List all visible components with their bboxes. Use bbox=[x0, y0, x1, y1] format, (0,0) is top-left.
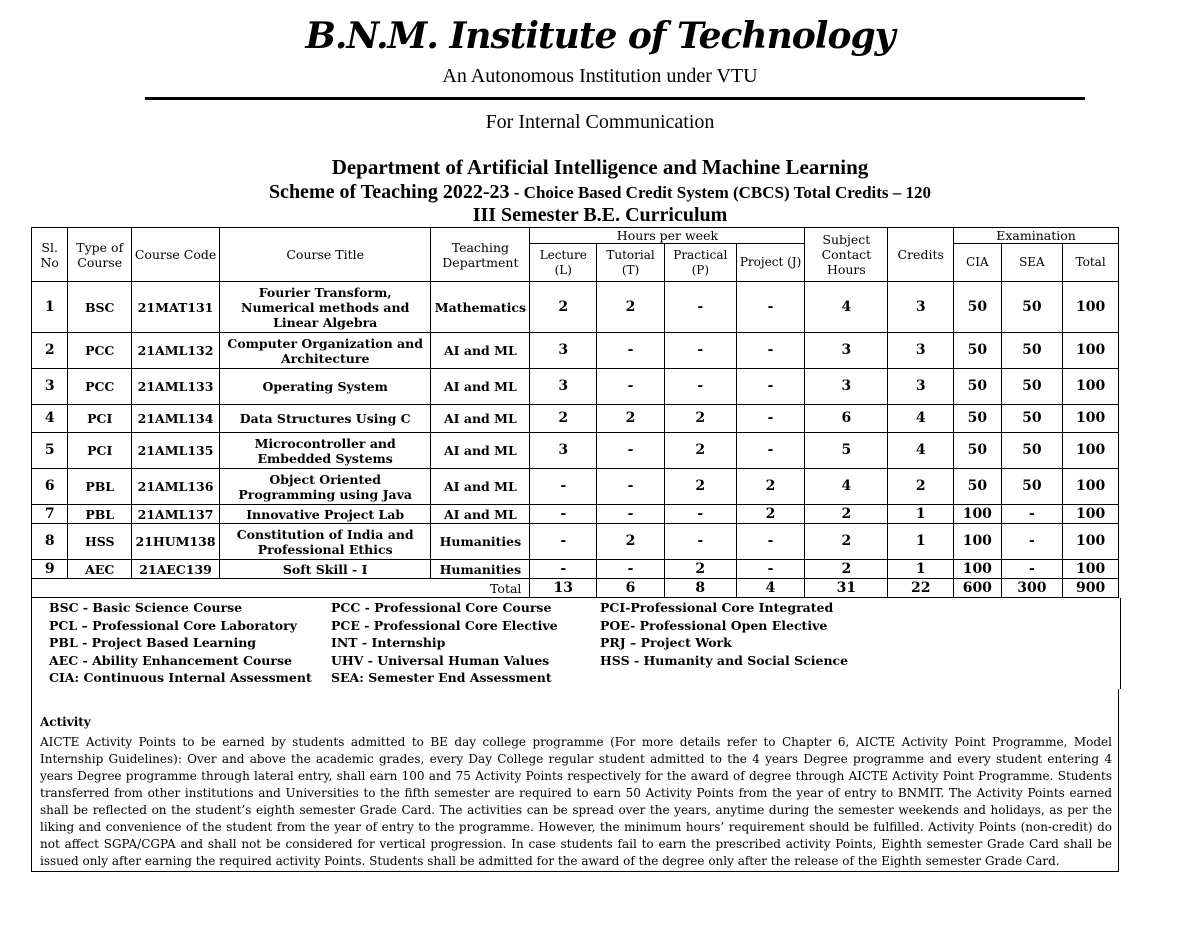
table-row bbox=[32, 333, 1119, 369]
header-tutorial: Tutorial (T) bbox=[597, 244, 665, 282]
cell-sl: 8 bbox=[32, 524, 68, 560]
total-credits: 22 bbox=[888, 579, 954, 598]
cell-title: Innovative Project Lab bbox=[220, 505, 431, 524]
cell-credits: 3 bbox=[888, 282, 954, 333]
cell-dept: AI and ML bbox=[431, 433, 530, 469]
cell-sea: - bbox=[1001, 505, 1063, 524]
total-total: 900 bbox=[1063, 579, 1119, 598]
cell-tutorial: - bbox=[597, 433, 665, 469]
cell-sea: 50 bbox=[1001, 282, 1063, 333]
cell-credits: 1 bbox=[888, 505, 954, 524]
cell-type: PCI bbox=[68, 405, 132, 433]
header-credits: Credits bbox=[888, 228, 954, 282]
scheme-title bbox=[0, 180, 1200, 205]
cell-cia: 100 bbox=[954, 524, 1002, 560]
cell-sea: - bbox=[1001, 560, 1063, 579]
cell-practical: 2 bbox=[664, 469, 736, 505]
cell-sea: 50 bbox=[1001, 369, 1063, 405]
cell-project: - bbox=[736, 405, 805, 433]
cell-type: HSS bbox=[68, 524, 132, 560]
cell-tutorial: - bbox=[597, 469, 665, 505]
cell-dept: AI and ML bbox=[431, 369, 530, 405]
table-row bbox=[32, 560, 1119, 579]
cell-credits: 1 bbox=[888, 560, 954, 579]
cell-dept: AI and ML bbox=[431, 505, 530, 524]
cell-tutorial: 2 bbox=[597, 405, 665, 433]
curriculum-table bbox=[31, 227, 1119, 598]
abbreviation-item: PCI-Professional Core Integrated bbox=[600, 600, 834, 615]
cell-sl: 3 bbox=[32, 369, 68, 405]
scheme-main: Scheme of Teaching 2022-23 bbox=[268, 181, 510, 203]
abbreviation-item: AEC - Ability Enhancement Course bbox=[49, 652, 292, 668]
cell-dept: AI and ML bbox=[431, 405, 530, 433]
cell-credits: 3 bbox=[888, 369, 954, 405]
abbreviation-item: BSC - Basic Science Course bbox=[49, 600, 243, 615]
cell-code: 21AML137 bbox=[132, 505, 220, 524]
cell-lecture: 2 bbox=[530, 282, 597, 333]
cell-lecture: - bbox=[530, 505, 597, 524]
activity-title: Activity bbox=[40, 715, 91, 729]
cell-total: 100 bbox=[1063, 560, 1119, 579]
cell-title: Fourier Transform, Numerical methods and Linear Algebra bbox=[220, 282, 431, 333]
cell-tutorial: - bbox=[597, 369, 665, 405]
cell-lecture: - bbox=[530, 524, 597, 560]
cell-practical: - bbox=[664, 333, 736, 369]
cell-sea: - bbox=[1001, 524, 1063, 560]
cell-credits: 4 bbox=[888, 433, 954, 469]
cell-project: - bbox=[736, 433, 805, 469]
cell-project: 2 bbox=[736, 469, 805, 505]
cell-sea: 50 bbox=[1001, 333, 1063, 369]
cell-cia: 50 bbox=[954, 369, 1002, 405]
cell-total: 100 bbox=[1063, 333, 1119, 369]
abbreviations-col-2 bbox=[331, 599, 558, 687]
cell-total: 100 bbox=[1063, 505, 1119, 524]
cell-type: PCI bbox=[68, 433, 132, 469]
header-cia: CIA bbox=[954, 244, 1002, 282]
abbreviation-item: POE- Professional Open Elective bbox=[600, 617, 828, 633]
cell-type: PCC bbox=[68, 369, 132, 405]
cell-type: PBL bbox=[68, 505, 132, 524]
cell-contact: 2 bbox=[805, 524, 888, 560]
cell-type: AEC bbox=[68, 560, 132, 579]
cell-type: PCC bbox=[68, 333, 132, 369]
cell-type: BSC bbox=[68, 282, 132, 333]
header-hours: Hours per week bbox=[530, 228, 805, 244]
table-row bbox=[32, 524, 1119, 560]
abbreviation-item: PCC - Professional Core Course bbox=[331, 600, 552, 615]
header-sl-no: Sl. No bbox=[32, 228, 68, 282]
cell-credits: 4 bbox=[888, 405, 954, 433]
total-cia: 600 bbox=[954, 579, 1002, 598]
cell-project: 2 bbox=[736, 505, 805, 524]
abbreviation-item: HSS - Humanity and Social Science bbox=[600, 652, 849, 668]
cell-code: 21AML135 bbox=[132, 433, 220, 469]
cell-sl: 9 bbox=[32, 560, 68, 579]
cell-practical: - bbox=[664, 524, 736, 560]
cell-sl: 6 bbox=[32, 469, 68, 505]
cell-sl: 7 bbox=[32, 505, 68, 524]
cell-code: 21AEC139 bbox=[132, 560, 220, 579]
cell-total: 100 bbox=[1063, 369, 1119, 405]
cell-project: - bbox=[736, 524, 805, 560]
curriculum-rows bbox=[32, 282, 1119, 598]
cell-lecture: - bbox=[530, 469, 597, 505]
table-row bbox=[32, 505, 1119, 524]
cell-cia: 50 bbox=[954, 469, 1002, 505]
institute-logo-title: B.N.M. Institute of Technology bbox=[305, 15, 895, 57]
cell-code: 21AML132 bbox=[132, 333, 220, 369]
totals-label: Total bbox=[32, 579, 530, 598]
cell-title: Microcontroller and Embedded Systems bbox=[220, 433, 431, 469]
header-lecture: Lecture (L) bbox=[530, 244, 597, 282]
cell-contact: 3 bbox=[805, 333, 888, 369]
cell-type: PBL bbox=[68, 469, 132, 505]
cell-code: 21AML133 bbox=[132, 369, 220, 405]
activity-section bbox=[31, 689, 1119, 872]
abbreviation-item: CIA: Continuous Internal Assessment bbox=[49, 670, 312, 686]
cell-tutorial: - bbox=[597, 333, 665, 369]
cell-practical: 2 bbox=[664, 405, 736, 433]
cell-dept: Humanities bbox=[431, 560, 530, 579]
cell-contact: 4 bbox=[805, 282, 888, 333]
scheme-detail: - Choice Based Credit System (CBCS) Total Credits – 120 bbox=[509, 183, 932, 202]
cell-title: Constitution of India and Professional Ethics bbox=[220, 524, 431, 560]
cell-project: - bbox=[736, 369, 805, 405]
cell-project: - bbox=[736, 560, 805, 579]
cell-project: - bbox=[736, 282, 805, 333]
cell-lecture: 3 bbox=[530, 433, 597, 469]
internal-communication-label: For Internal Communication bbox=[485, 111, 715, 133]
cell-sl: 4 bbox=[32, 405, 68, 433]
table-row bbox=[32, 369, 1119, 405]
cell-sea: 50 bbox=[1001, 433, 1063, 469]
cell-lecture: 2 bbox=[530, 405, 597, 433]
header-dept: Teaching Department bbox=[431, 228, 530, 282]
abbreviations-col-3 bbox=[600, 599, 848, 669]
cell-practical: - bbox=[664, 282, 736, 333]
header-type: Type of Course bbox=[68, 228, 132, 282]
cell-cia: 50 bbox=[954, 433, 1002, 469]
cell-title: Data Structures Using C bbox=[220, 405, 431, 433]
cell-contact: 5 bbox=[805, 433, 888, 469]
table-row bbox=[32, 469, 1119, 505]
cell-dept: Humanities bbox=[431, 524, 530, 560]
cell-contact: 4 bbox=[805, 469, 888, 505]
abbreviations-col-1 bbox=[49, 599, 312, 687]
abbreviation-item: PCE - Professional Core Elective bbox=[331, 617, 558, 633]
cell-practical: - bbox=[664, 369, 736, 405]
institute-subtitle: An Autonomous Institution under VTU bbox=[442, 65, 758, 87]
cell-tutorial: 2 bbox=[597, 282, 665, 333]
header-title: Course Title bbox=[220, 228, 431, 282]
cell-tutorial: 2 bbox=[597, 524, 665, 560]
cell-code: 21AML134 bbox=[132, 405, 220, 433]
cell-sea: 50 bbox=[1001, 405, 1063, 433]
cell-total: 100 bbox=[1063, 469, 1119, 505]
table-row bbox=[32, 405, 1119, 433]
cell-contact: 6 bbox=[805, 405, 888, 433]
cell-cia: 50 bbox=[954, 405, 1002, 433]
cell-practical: 2 bbox=[664, 560, 736, 579]
header-code: Course Code bbox=[132, 228, 220, 282]
cell-total: 100 bbox=[1063, 433, 1119, 469]
cell-code: 21MAT131 bbox=[132, 282, 220, 333]
totals-row bbox=[32, 579, 1119, 598]
abbreviation-item: PBL - Project Based Learning bbox=[49, 635, 257, 651]
cell-tutorial: - bbox=[597, 505, 665, 524]
cell-sea: 50 bbox=[1001, 469, 1063, 505]
cell-project: - bbox=[736, 333, 805, 369]
table-row bbox=[32, 282, 1119, 333]
cell-lecture: 3 bbox=[530, 369, 597, 405]
header-exam: Examination bbox=[954, 228, 1119, 244]
abbreviation-item: INT - Internship bbox=[331, 635, 446, 651]
department-title: Department of Artificial Intelligence and Machine Learning bbox=[331, 155, 869, 179]
activity-text: AICTE Activity Points to be earned by students admitted to BE day college programme (For more details refer to Chapter 6, AICTE Activity Point Programme, Model Internship Guidelines): Over and above the academic grades, every Day College regular student admitted to the 4 years Degree programme and every student entering 4 years Degree programme through lateral entry, shall earn 100 and 75 Activity Points respectively for the award of degree through AICTE Activity Point Programme. Students transferred from other institutions and Universities to the fifth semester are required to earn 50 Activity Points from the year of entry to BNMIT. The Activity Points earned shall be reflected on the student’s eighth semester Grade Card. The activities can be spread over the years, anytime during the semester weekends and holidays, as per the liking and convenience of the student from the year of entry to the programme. However, the minimum hours’ requirement should be fulfilled. Activity Points (non-credit) do not affect SGPA/CGPA and shall not be considered for vertical progression. In case students fail to earn the prescribed activity Points, Eighth semester Grade Card shall be issued only after earning the required activity Points. Students shall be admitted for the award of the degree only after the release of the Eighth semester Grade Card. bbox=[40, 735, 1112, 868]
header-sea: SEA bbox=[1001, 244, 1063, 282]
total-lecture: 13 bbox=[530, 579, 597, 598]
cell-total: 100 bbox=[1063, 405, 1119, 433]
cell-cia: 50 bbox=[954, 333, 1002, 369]
cell-credits: 3 bbox=[888, 333, 954, 369]
cell-sl: 1 bbox=[32, 282, 68, 333]
cell-practical: - bbox=[664, 505, 736, 524]
header-practical: Practical (P) bbox=[664, 244, 736, 282]
semester-title: III Semester B.E. Curriculum bbox=[472, 204, 728, 226]
cell-code: 21AML136 bbox=[132, 469, 220, 505]
total-practical: 8 bbox=[664, 579, 736, 598]
header-project: Project (J) bbox=[736, 244, 805, 282]
cell-cia: 50 bbox=[954, 282, 1002, 333]
header-divider bbox=[145, 97, 1085, 100]
total-contact: 31 bbox=[805, 579, 888, 598]
cell-dept: AI and ML bbox=[431, 333, 530, 369]
abbreviations-legend bbox=[31, 598, 1121, 689]
total-tutorial: 6 bbox=[597, 579, 665, 598]
abbreviation-item: SEA: Semester End Assessment bbox=[331, 670, 552, 686]
cell-credits: 2 bbox=[888, 469, 954, 505]
cell-contact: 2 bbox=[805, 505, 888, 524]
header-contact: Subject Contact Hours bbox=[805, 228, 888, 282]
cell-total: 100 bbox=[1063, 524, 1119, 560]
cell-tutorial: - bbox=[597, 560, 665, 579]
abbreviation-item: PRJ – Project Work bbox=[600, 635, 732, 651]
cell-sl: 5 bbox=[32, 433, 68, 469]
table-row bbox=[32, 433, 1119, 469]
total-project: 4 bbox=[736, 579, 805, 598]
abbreviation-item: UHV - Universal Human Values bbox=[331, 652, 550, 668]
cell-total: 100 bbox=[1063, 282, 1119, 333]
abbreviation-item: PCL – Professional Core Laboratory bbox=[49, 617, 297, 633]
total-sea: 300 bbox=[1001, 579, 1063, 598]
cell-lecture: 3 bbox=[530, 333, 597, 369]
cell-cia: 100 bbox=[954, 505, 1002, 524]
cell-practical: 2 bbox=[664, 433, 736, 469]
cell-sl: 2 bbox=[32, 333, 68, 369]
cell-credits: 1 bbox=[888, 524, 954, 560]
cell-cia: 100 bbox=[954, 560, 1002, 579]
cell-dept: Mathematics bbox=[431, 282, 530, 333]
cell-contact: 3 bbox=[805, 369, 888, 405]
cell-lecture: - bbox=[530, 560, 597, 579]
cell-title: Object Oriented Programming using Java bbox=[220, 469, 431, 505]
cell-contact: 2 bbox=[805, 560, 888, 579]
cell-code: 21HUM138 bbox=[132, 524, 220, 560]
cell-title: Operating System bbox=[220, 369, 431, 405]
cell-dept: AI and ML bbox=[431, 469, 530, 505]
cell-title: Computer Organization and Architecture bbox=[220, 333, 431, 369]
header-total: Total bbox=[1063, 244, 1119, 282]
cell-title: Soft Skill - I bbox=[220, 560, 431, 579]
